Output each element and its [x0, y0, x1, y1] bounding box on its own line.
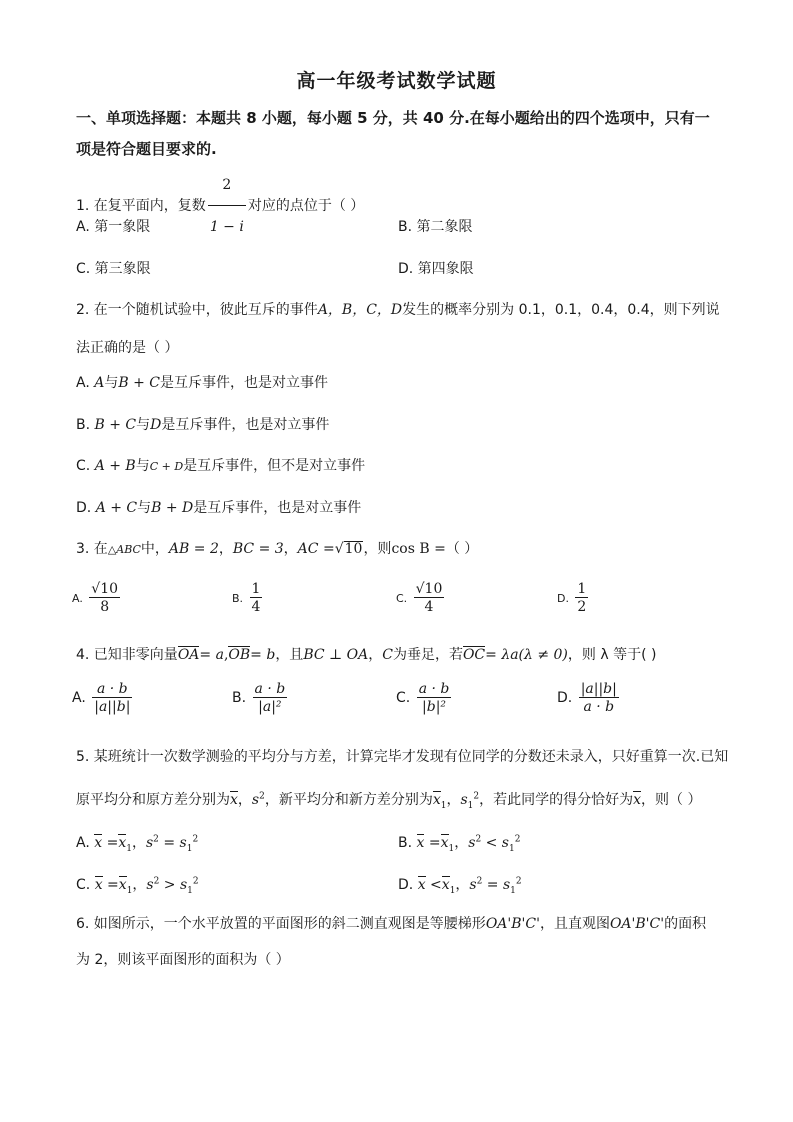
q2-c-mid: 与	[135, 458, 150, 474]
q1-fraction	[208, 166, 246, 246]
q5-option-a: A. $x =x_1$，$s^2 = s_1^2$	[76, 834, 199, 854]
q2-c-math1: A + B	[94, 458, 136, 474]
q4-c-den: |b|²	[417, 697, 452, 714]
q4-a-label: A.	[72, 690, 86, 706]
q3-a-frac	[89, 582, 120, 614]
q3-d-den: 2	[577, 599, 587, 615]
q4-vec-ob: OB	[228, 647, 251, 663]
q4-mid1: ，且	[275, 647, 304, 663]
q2-d-math2: B + D	[151, 500, 194, 516]
q2-b-math1: B + C	[94, 417, 137, 433]
q2-c-tail: 是互斥事件，但不是对立事件	[183, 458, 366, 474]
q4-mid2: ，	[368, 647, 383, 663]
q2-b-label: B.	[76, 417, 91, 433]
q5-option-b: B. $x =x_1$，$s^2 < s_1^2$	[398, 834, 521, 854]
q6-text-a: 6. 如图所示，一个水平放置的平面图形的斜二测直观图是等腰梯形	[76, 916, 486, 932]
q5-b-rel1: =	[428, 835, 441, 851]
q6-fig-2: OA'B'C'	[609, 916, 665, 932]
q5-b-label: B.	[398, 835, 413, 851]
q3-option-a	[72, 582, 122, 614]
q3-a-label: A.	[72, 592, 83, 605]
q2-text-a: 2. 在一个随机试验中，彼此互斥的事件	[76, 302, 318, 318]
q4-b-num: a · b	[254, 681, 286, 697]
q3-b-num: 1	[251, 581, 261, 597]
q1-option-d: D. 第四象限	[398, 261, 474, 277]
question-5-line2: 原平均分和原方差分别为x，$s^2$，新平均分和新方差分别为$x_1$，$s_1^2$，若此同学的得分恰好为x，则（ ）	[76, 791, 702, 811]
q3-ac-root: 10	[344, 541, 363, 557]
q5-option-d: D. $x <x_1$，$s^2 = s_1^2$	[398, 876, 522, 896]
q4-a-den: |a||b|	[94, 699, 131, 715]
q2-option-b	[76, 418, 329, 432]
q2-d-label: D.	[76, 500, 92, 516]
q3-c-num: √10	[415, 581, 443, 597]
q6-text-b: ，且直观图	[539, 916, 610, 932]
q4-tail: ，则 λ 等于( )	[567, 647, 657, 663]
q3-c-den: 4	[414, 597, 445, 614]
q2-events: A，B，C，D	[317, 302, 403, 318]
q2-d-mid: 与	[137, 500, 152, 516]
question-6-line1	[76, 917, 706, 931]
q5-option-c: C. $x =x_1$，$s^2 > s_1^2$	[76, 876, 199, 896]
q3-d-label: D.	[557, 592, 569, 605]
q4-d-label: D.	[557, 690, 573, 706]
q5-a-label: A.	[76, 835, 90, 851]
q4-b-frac	[253, 682, 288, 714]
q5-b-rel2: <	[485, 835, 498, 851]
q5-d-rel1: <	[430, 877, 442, 893]
question-3: 3. 在△ABC中，AB = 2，BC = 3，AC =√10，则cos B =（ ）	[76, 541, 479, 557]
q4-perp: BC ⊥ OA	[303, 647, 369, 663]
q3-b-label: B.	[232, 592, 244, 605]
q2-a-math2: B + C	[118, 375, 160, 391]
q3-ab: AB = 2	[168, 541, 219, 557]
q3-tail-a: ，则	[363, 541, 392, 557]
page-title: 高一年级考试数学试题	[296, 70, 497, 92]
q1-option-c: C. 第三象限	[76, 261, 151, 277]
question-2-line2: 法正确的是（ ）	[76, 340, 179, 356]
question-2-line1	[76, 303, 720, 317]
section-heading-line2: 项是符合题目要求的.	[76, 140, 217, 158]
q4-a-num: a · b	[96, 681, 128, 697]
q1-frac-den: 1 − i	[208, 205, 246, 246]
q5-a-rel1: =	[106, 835, 119, 851]
q3-option-b	[232, 582, 264, 614]
q2-b-math2: D	[150, 417, 162, 433]
q5-a-rel2: =	[163, 835, 176, 851]
q4-option-a	[72, 682, 134, 714]
q5-text-c: ，若此同学的得分恰好为	[479, 792, 634, 808]
question-6-line2: 为 2，则该平面图形的面积为（ ）	[76, 952, 290, 968]
question-5-line1: 5. 某班统计一次数学测验的平均分与方差，计算完毕才发现有位同学的分数还未录入，只好重算一次.已知	[76, 749, 729, 765]
q3-prefix: 3. 在	[76, 541, 108, 557]
q2-a-math1: A	[94, 375, 105, 391]
q5-text-a: 原平均分和原方差分别为	[76, 792, 230, 808]
q2-a-label: A.	[76, 375, 90, 391]
q5-d-label: D.	[398, 877, 414, 893]
section-heading-line1: 一、单项选择题：本题共 8 小题，每小题 5 分，共 40 分.在每小题给出的四个选项中，只有一	[76, 109, 710, 127]
q1-frac-num: 2	[222, 177, 232, 193]
q4-prefix: 4. 已知非零向量	[76, 647, 178, 663]
q3-ac: AC =	[297, 541, 335, 557]
q4-c-frac	[417, 682, 452, 714]
q4-c: C	[382, 647, 393, 663]
q2-option-d	[76, 501, 361, 515]
q4-option-c	[396, 682, 453, 714]
q4-b-den: |a|²	[253, 697, 288, 714]
q5-c-rel1: =	[107, 877, 119, 893]
q3-b-den: 4	[251, 599, 261, 615]
q3-d-frac	[575, 582, 588, 614]
q5-c-label: C.	[76, 877, 91, 893]
q5-text-b: ，新平均分和新方差分别为	[264, 792, 433, 808]
q3-a-den: 8	[89, 597, 120, 614]
q2-a-mid: 与	[104, 375, 119, 391]
q4-c-num: a · b	[418, 681, 450, 697]
q4-d-den: a · b	[579, 697, 619, 714]
q4-a-frac	[92, 682, 132, 714]
q2-d-math1: A + C	[95, 500, 138, 516]
q3-a-num: √10	[91, 581, 119, 597]
q1-option-a: A. 第一象限	[76, 219, 151, 235]
q4-d-num: |a||b|	[580, 681, 617, 697]
q3-d-num: 1	[577, 581, 587, 597]
q5-text-d: ，则（ ）	[641, 792, 702, 808]
q1-prefix: 1. 在复平面内，复数	[76, 198, 206, 214]
q3-triangle: △ABC	[107, 543, 141, 556]
q4-eq-b: = b	[250, 647, 276, 663]
q4-c-label: C.	[396, 690, 411, 706]
q6-text-c: 的面积	[664, 916, 707, 932]
q3-cosb: cos B =	[391, 541, 446, 557]
q3-c-frac	[414, 582, 445, 614]
q4-eq-a: = a	[199, 647, 224, 663]
q4-option-b	[232, 682, 289, 714]
q1-option-b: B. 第二象限	[398, 219, 473, 235]
q3-c-label: C.	[396, 592, 408, 605]
q2-d-tail: 是互斥事件，也是对立事件	[193, 500, 362, 516]
q2-c-math2: C + D	[149, 460, 184, 473]
q4-lambda: = λa(λ ≠ 0)	[485, 647, 568, 663]
q4-d-frac	[579, 682, 619, 714]
q4-vec-oa: OA	[177, 647, 200, 663]
q4-vec-oc: OC	[462, 647, 486, 663]
q2-a-tail: 是互斥事件，也是对立事件	[160, 375, 328, 391]
q2-c-label: C.	[76, 458, 91, 474]
q1-suffix: 对应的点位于（ ）	[247, 198, 365, 214]
q5-d-rel2: =	[486, 877, 499, 893]
question-4	[76, 646, 656, 662]
q2-option-c	[76, 459, 365, 473]
q4-option-d	[557, 682, 621, 714]
q3-tail-b: （ ）	[445, 541, 479, 557]
q3-option-c	[396, 582, 446, 614]
q3-b-frac	[250, 582, 263, 614]
q3-mid: 中，	[140, 541, 169, 557]
q3-bc: BC = 3	[232, 541, 284, 557]
q3-option-d	[557, 582, 590, 614]
q6-fig-1: OA'B'C'	[485, 916, 540, 932]
q2-option-a	[76, 376, 328, 390]
q2-text-b: 发生的概率分别为 0.1，0.1，0.4，0.4，则下列说	[402, 302, 720, 318]
q2-b-mid: 与	[136, 417, 151, 433]
q4-comma: ,	[223, 647, 229, 663]
q5-c-rel2: >	[163, 877, 176, 893]
q2-b-tail: 是互斥事件，也是对立事件	[161, 417, 330, 433]
q4-mid3: 为垂足，若	[392, 647, 463, 663]
q4-b-label: B.	[232, 690, 247, 706]
